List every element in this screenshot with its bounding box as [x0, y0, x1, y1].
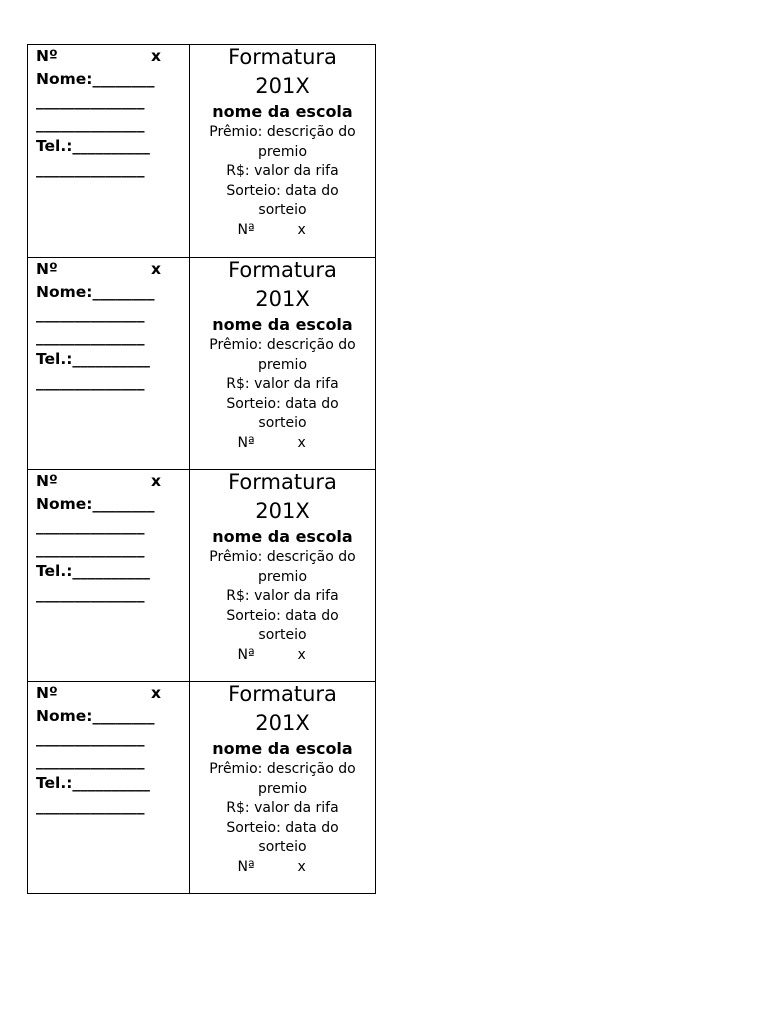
draw-date-line: sorteio — [258, 839, 307, 855]
ticket-title-year: 201X — [255, 74, 310, 98]
draw-date-line: Sorteio: data do — [226, 607, 339, 624]
draw-date-line: sorteio — [258, 627, 307, 643]
ticket-number-row — [190, 221, 375, 241]
draw-date-line: Sorteio: data do — [226, 819, 339, 836]
stub-number-label: Nº — [36, 472, 58, 490]
draw-date-line: sorteio — [258, 415, 307, 431]
draw-date-line: Sorteio: data do — [226, 395, 339, 412]
stub-phone-field: Tel.:__________ — [36, 350, 150, 368]
ticket-main — [190, 45, 375, 257]
ticket-main — [190, 682, 375, 893]
ticket-number-value: x — [297, 646, 306, 663]
stub-blank-line: ______________ — [36, 729, 145, 747]
stub-name-field: Nome:________ — [36, 494, 155, 513]
ticket-number-row — [190, 434, 375, 454]
ticket-title-year: 201X — [255, 499, 310, 523]
stub-number-label: Nº — [36, 260, 58, 278]
ticket-stub — [28, 258, 190, 469]
ticket-number-label: Nª — [237, 221, 255, 238]
raffle-value-line: R$: valor da rifa — [226, 376, 339, 392]
ticket-title-line: Formatura — [228, 45, 337, 69]
stub-blank-line: ______________ — [36, 539, 145, 558]
ticket-stub — [28, 682, 190, 893]
prize-line: premio — [257, 143, 308, 160]
prize-line: Prêmio: descrição do — [209, 761, 356, 777]
raffle-ticket — [27, 257, 376, 470]
draw-date-line: Sorteio: data do — [226, 182, 339, 199]
stub-blank-line: ______________ — [36, 114, 145, 133]
ticket-number-value: x — [297, 221, 306, 238]
stub-number-value: x — [151, 472, 161, 490]
stub-blank-line: ______________ — [36, 327, 145, 346]
stub-number-row — [36, 682, 161, 705]
ticket-main — [190, 470, 375, 681]
stub-number-label: Nº — [36, 47, 58, 65]
raffle-value-line: R$: valor da rifa — [226, 163, 339, 179]
stub-blank-line: ______________ — [36, 751, 145, 770]
prize-line: Prêmio: descrição do — [209, 337, 356, 353]
ticket-title-year: 201X — [255, 287, 310, 311]
school-name: nome da escola — [212, 102, 353, 121]
ticket-title — [190, 256, 375, 314]
stub-blank-line: ______________ — [36, 305, 145, 323]
ticket-title-year: 201X — [255, 711, 310, 735]
stub-number-value: x — [151, 684, 161, 702]
stub-blank-line: ______________ — [36, 159, 145, 178]
stub-blank-line: ______________ — [36, 92, 145, 110]
stub-number-row — [36, 45, 161, 68]
ticket-title-line: Formatura — [228, 682, 337, 706]
ticket-title-line: Formatura — [228, 470, 337, 494]
raffle-ticket — [27, 469, 376, 682]
ticket-stub — [28, 470, 190, 681]
stub-number-label: Nº — [36, 684, 58, 702]
stub-blank-line: ______________ — [36, 584, 145, 603]
raffle-value-line: R$: valor da rifa — [226, 588, 339, 604]
ticket-title — [190, 680, 375, 738]
ticket-number-row — [190, 858, 375, 878]
stub-number-row — [36, 470, 161, 493]
ticket-number-label: Nª — [237, 434, 255, 451]
stub-phone-field: Tel.:__________ — [36, 562, 150, 580]
ticket-title — [190, 43, 375, 101]
raffle-ticket-sheet — [27, 44, 376, 894]
stub-blank-line: ______________ — [36, 517, 145, 535]
stub-name-field: Nome:________ — [36, 282, 155, 301]
stub-number-row — [36, 258, 161, 281]
school-name: nome da escola — [212, 315, 353, 334]
ticket-title-line: Formatura — [228, 258, 337, 282]
prize-line: Prêmio: descrição do — [209, 124, 356, 140]
prize-line: premio — [257, 780, 308, 797]
raffle-ticket — [27, 681, 376, 894]
ticket-number-row — [190, 646, 375, 666]
ticket-number-value: x — [297, 434, 306, 451]
prize-line: Prêmio: descrição do — [209, 549, 356, 565]
prize-line: premio — [257, 356, 308, 373]
ticket-number-value: x — [297, 858, 306, 875]
ticket-number-label: Nª — [237, 858, 255, 875]
stub-blank-line: ______________ — [36, 796, 145, 815]
ticket-number-label: Nª — [237, 646, 255, 663]
stub-blank-line: ______________ — [36, 372, 145, 391]
stub-name-field: Nome:________ — [36, 706, 155, 725]
school-name: nome da escola — [212, 739, 353, 758]
ticket-title — [190, 468, 375, 526]
ticket-stub — [28, 45, 190, 257]
stub-phone-field: Tel.:__________ — [36, 774, 150, 792]
stub-number-value: x — [151, 47, 161, 65]
prize-line: premio — [257, 568, 308, 585]
stub-phone-field: Tel.:__________ — [36, 137, 150, 155]
stub-name-field: Nome:________ — [36, 69, 155, 88]
raffle-value-line: R$: valor da rifa — [226, 800, 339, 816]
school-name: nome da escola — [212, 527, 353, 546]
raffle-ticket — [27, 44, 376, 258]
draw-date-line: sorteio — [258, 202, 307, 218]
ticket-main — [190, 258, 375, 469]
stub-number-value: x — [151, 260, 161, 278]
